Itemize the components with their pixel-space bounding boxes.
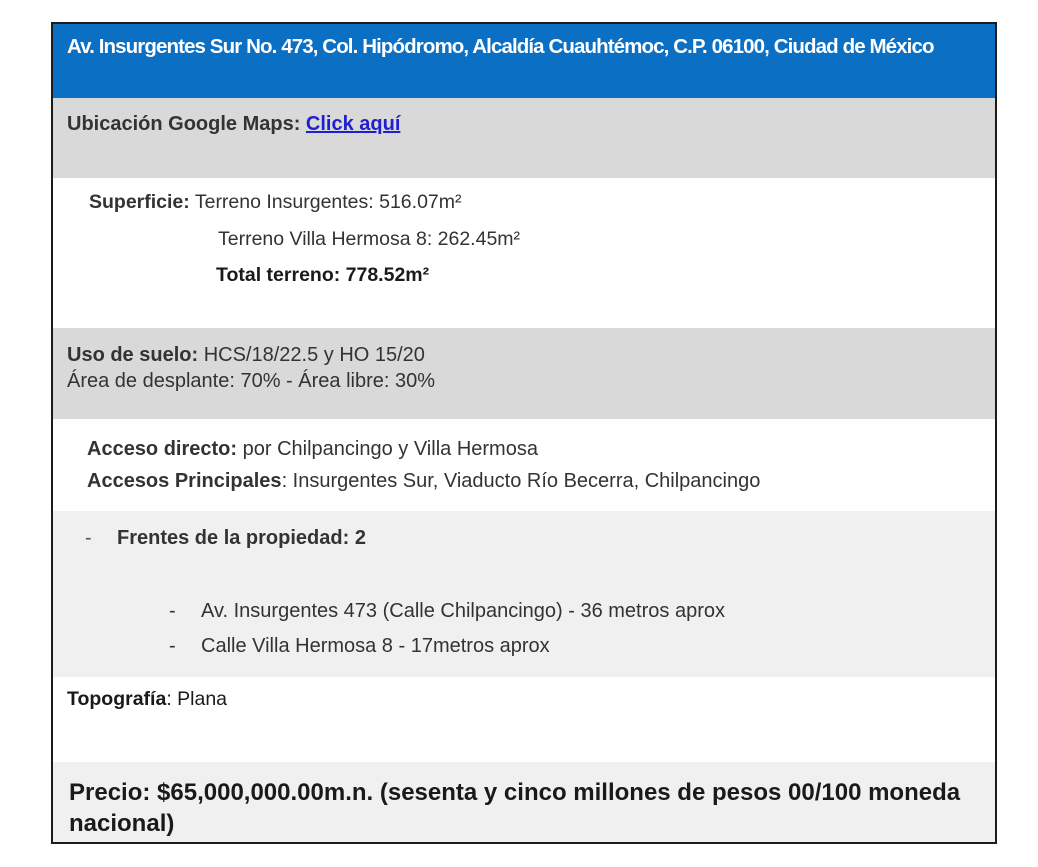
acceso-directo-line bbox=[87, 433, 961, 465]
superficie-villa-hermosa: Terreno Villa Hermosa 8: 262.45m² bbox=[218, 228, 521, 250]
uso-suelo-line bbox=[67, 342, 981, 368]
accesos-principales-value: : Insurgentes Sur, Viaducto Río Becerra, Chilpancingo bbox=[281, 470, 761, 492]
superficie-row bbox=[53, 178, 995, 328]
topografia-label: Topografía bbox=[67, 688, 167, 710]
uso-suelo-label: Uso de suelo: bbox=[67, 344, 199, 366]
area-desplante: Área de desplante: 70% - Área libre: 30% bbox=[67, 370, 435, 392]
frente-item-1: Av. Insurgentes 473 (Calle Chilpancingo) - 36 metros aprox bbox=[201, 600, 725, 622]
precio-text: Precio: $65,000,000.00m.n. (sesenta y cinco millones de pesos 00/100 moneda nacional) bbox=[69, 779, 961, 837]
accesos-principales-label: Accesos Principales bbox=[87, 470, 282, 492]
acceso-directo-value: por Chilpancingo y Villa Hermosa bbox=[237, 438, 538, 460]
accesos-principales-line bbox=[87, 465, 961, 497]
frentes-bullet: - bbox=[85, 527, 92, 549]
maps-row bbox=[53, 98, 995, 178]
superficie-insurgentes: Terreno Insurgentes: 516.07m² bbox=[189, 191, 462, 213]
topografia-row bbox=[53, 677, 995, 762]
superficie-total: Total terreno: 778.52m² bbox=[216, 264, 430, 286]
frente-item-2: Calle Villa Hermosa 8 - 17metros aprox bbox=[201, 635, 550, 657]
frentes-label: Frentes de la propiedad: 2 bbox=[117, 527, 366, 549]
property-sheet bbox=[51, 22, 997, 844]
precio-row bbox=[53, 762, 995, 844]
frentes-bullet-1: - bbox=[169, 600, 176, 622]
superficie-label: Superficie: bbox=[89, 191, 190, 213]
maps-label: Ubicación Google Maps: bbox=[67, 113, 306, 135]
address-text: Av. Insurgentes Sur No. 473, Col. Hipódromo, Alcaldía Cuauhtémoc, C.P. 06100, Ciudad de México bbox=[67, 35, 934, 58]
frentes-row bbox=[53, 511, 995, 677]
frentes-bullet-2: - bbox=[169, 635, 176, 657]
uso-suelo-value: HCS/18/22.5 y HO 15/20 bbox=[198, 344, 425, 366]
accesos-row bbox=[53, 419, 995, 511]
uso-suelo-row bbox=[53, 328, 995, 419]
maps-link[interactable]: Click aquí bbox=[305, 113, 401, 135]
topografia-value: : Plana bbox=[166, 688, 228, 710]
acceso-directo-label: Acceso directo: bbox=[87, 438, 238, 460]
superficie-line-1 bbox=[89, 191, 462, 214]
address-header bbox=[53, 24, 995, 98]
